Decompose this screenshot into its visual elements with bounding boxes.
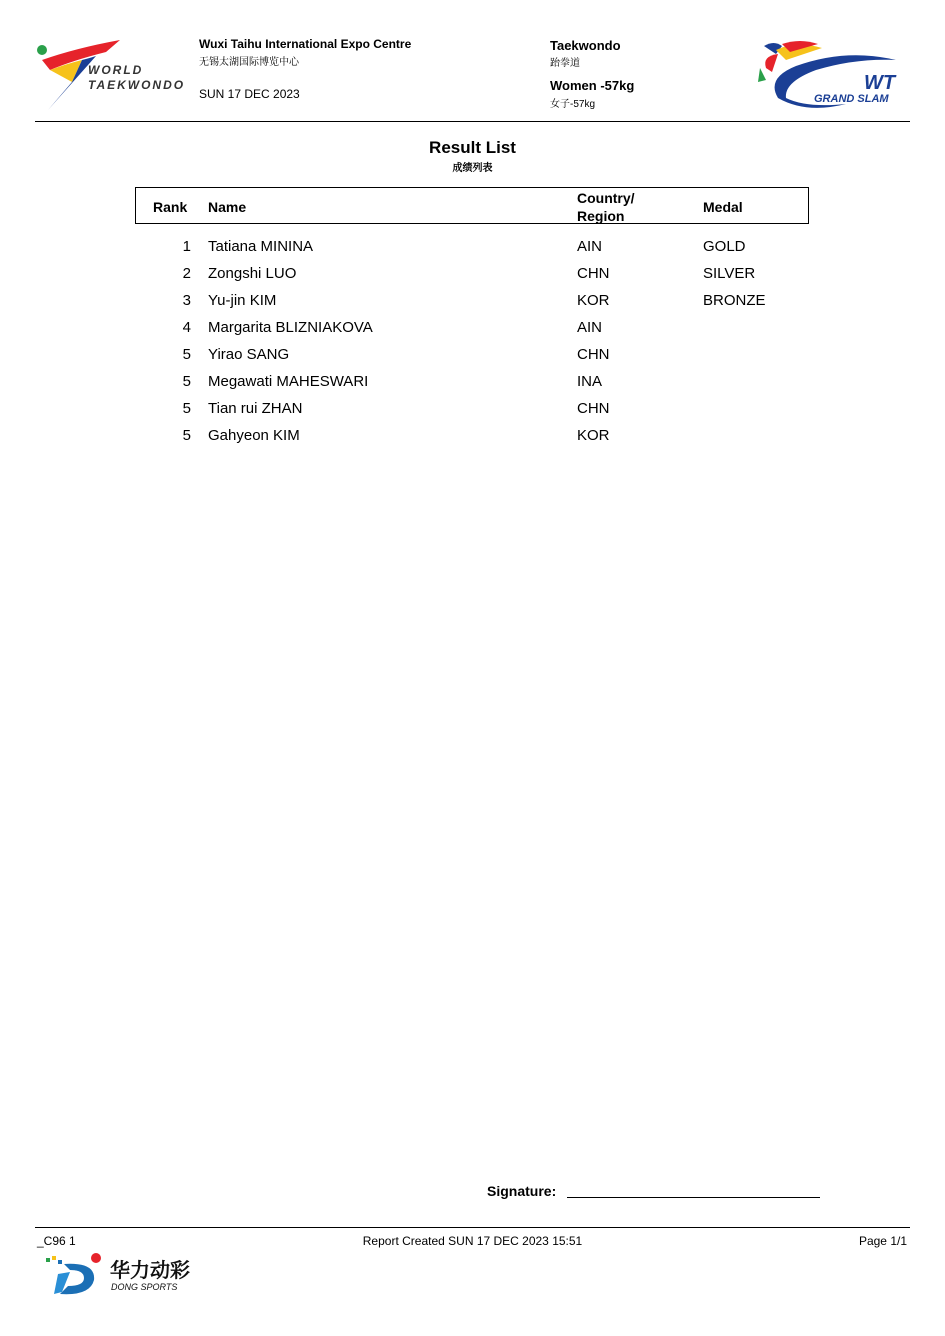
row-name: Yu-jin KIM [208,292,277,309]
event-zh: 女子-57kg [550,99,596,110]
row-country: AIN [577,319,603,336]
table-row [135,264,809,291]
row-country: KOR [577,292,610,309]
event-date: SUN 17 DEC 2023 [199,87,300,101]
event-en: Women -57kg [550,78,635,93]
wt-logo-line-1: WORLD [88,63,144,77]
report-subtitle: 成绩列表 [452,163,493,174]
col-rank: Rank [153,199,188,215]
table-row [135,291,809,318]
row-rank: 5 [182,373,191,390]
row-medal: SILVER [703,265,756,282]
sponsor-name-zh: 华力动彩 [110,1260,190,1282]
row-rank: 5 [182,346,191,363]
sport-zh: 跆拳道 [550,58,580,69]
row-name: Gahyeon KIM [208,427,300,444]
col-country: Country/ Region [577,190,635,224]
signature-label: Signature: [487,1183,557,1199]
row-country: KOR [577,427,610,444]
wt-logo-line-2: TAEKWONDO [88,78,186,92]
row-country: CHN [577,265,610,282]
report-title: Result List [429,138,516,157]
row-country: AIN [577,238,603,255]
report-created: Report Created SUN 17 DEC 2023 15:51 [362,1234,583,1248]
sponsor-emblem-icon [44,1252,106,1298]
table-row [135,426,809,453]
row-rank: 5 [182,400,191,417]
row-name: Tatiana MININA [208,238,314,255]
grand-slam-text: GRAND SLAM [814,93,889,105]
row-rank: 3 [182,292,191,309]
row-medal: GOLD [703,238,746,255]
table-row [135,372,809,399]
table-row [135,318,809,345]
sponsor-logo [44,1252,214,1298]
header-rule [35,121,910,122]
row-name: Margarita BLIZNIAKOVA [208,319,373,336]
venue-zh: 无锡太湖国际博览中心 [199,57,299,68]
table-row [135,399,809,426]
table-header [135,187,809,224]
venue-en: Wuxi Taihu International Expo Centre [199,37,412,51]
row-rank: 4 [182,319,191,336]
world-taekwondo-logo [36,38,196,110]
row-name: Yirao SANG [208,346,290,363]
grand-slam-logo [756,38,908,112]
table-row [135,345,809,372]
row-rank: 2 [182,265,191,282]
sponsor-name-en: DONG SPORTS [111,1282,178,1292]
row-country: CHN [577,400,610,417]
table-row [135,237,809,264]
col-name: Name [208,199,247,215]
row-name: Zongshi LUO [208,265,297,282]
sport-en: Taekwondo [550,38,621,53]
row-country: CHN [577,346,610,363]
page-number: Page 1/1 [858,1234,907,1248]
row-medal: BRONZE [703,292,766,309]
row-rank: 1 [182,238,191,255]
row-name: Megawati MAHESWARI [208,373,369,390]
footer-rule [35,1227,910,1228]
row-rank: 5 [182,427,191,444]
grand-slam-wt: WT [864,72,896,94]
report-code: _C96 1 [37,1234,76,1248]
col-medal: Medal [703,199,743,215]
row-name: Tian rui ZHAN [208,400,303,417]
signature-line [567,1197,820,1198]
row-country: INA [577,373,603,390]
